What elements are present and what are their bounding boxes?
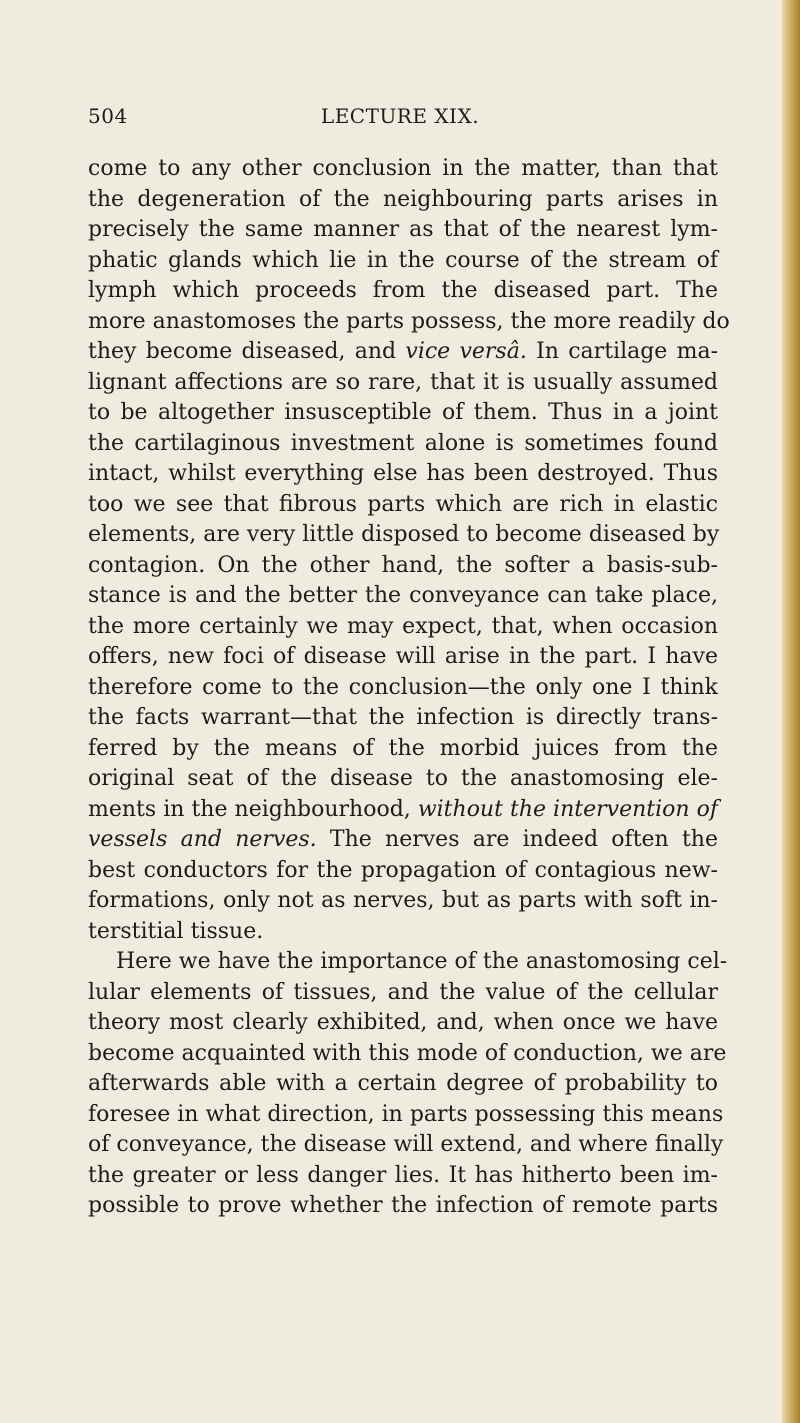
text-span: lignant affections are so rare, that it is usually assumed [88,369,718,395]
text-span: too we see that fibrous parts which are rich in elastic [88,491,718,517]
text-line [88,673,718,704]
text-line [88,764,718,795]
text-line [88,1130,724,1161]
text-span: phatic glands which lie in the course of the stream of [88,247,718,273]
text-span: offers, new foci of disease will arise in the part. I have [88,644,718,669]
text-line [88,581,718,612]
text-span: elements, are very little disposed to become diseased by [88,522,720,547]
text-line [88,825,718,856]
text-line [88,703,718,734]
page-edge-binding [782,0,800,1423]
italic-text: vice versâ. [405,339,527,364]
page-header [88,104,712,136]
text-line [88,642,718,673]
text-line [88,246,718,277]
running-head: LECTURE XIX. [320,104,480,128]
text-line [88,734,718,765]
text-span: become acquainted with this mode of conduction, we are [88,1040,727,1066]
text-line [88,154,718,185]
text-line [88,1039,727,1070]
text-line [88,612,718,643]
text-line [88,520,718,551]
text-span: the greater or less danger lies. It has hitherto been im- [88,1162,718,1188]
text-span: terstitial tissue. [88,918,264,944]
text-line [88,398,718,429]
text-span: to be altogether insusceptible of them. Thus in a joint [88,400,718,425]
text-line [88,917,718,948]
italic-text: without the intervention of [417,796,718,822]
text-span: Here we have the importance of the anastomosing cel- [116,949,728,974]
text-span: the facts warrant—that the infection is directly trans- [88,705,718,730]
text-line [88,215,718,246]
body-text [88,154,730,1222]
text-span: lymph which proceeds from the diseased part. The [88,278,718,303]
text-span: foresee in what direction, in parts possessing this means [88,1101,724,1127]
text-line [88,1100,724,1131]
text-line [88,795,718,826]
text-span: stance is and the better the conveyance can take place, [88,583,718,608]
text-line [88,1161,718,1192]
text-line [88,429,718,460]
text-line [88,856,718,887]
text-line [88,459,718,490]
text-span: ments in the neighbourhood, [88,796,418,822]
text-span: the more certainly we may expect, that, when occasion [88,613,718,639]
text-span: the cartilaginous investment alone is sometimes found [88,430,718,456]
page-number: 504 [88,104,128,128]
text-line [88,185,718,216]
text-span: lular elements of tissues, and the value of the cellular [88,979,718,1005]
text-span: possible to prove whether the infection of remote parts [88,1193,718,1218]
text-span: In cartilage ma- [526,339,719,364]
text-line [88,886,718,917]
text-span: formations, only not as nerves, but as parts with soft in- [88,888,718,913]
text-span: therefore come to the conclusion—the only one I think [88,674,718,700]
italic-text: vessels and nerves. [88,827,317,852]
text-line [88,337,718,368]
text-line [88,1069,718,1100]
text-span: contagion. On the other hand, the softer a basis-sub- [88,552,718,578]
text-line [88,978,718,1009]
text-span: of conveyance, the disease will extend, and where finally [88,1132,724,1157]
text-span: more anastomoses the parts possess, the more readily do [88,308,730,334]
text-span: precisely the same manner as that of the nearest lym- [88,217,718,242]
text-span: The nerves are indeed often the [316,827,718,852]
text-line [88,276,718,307]
text-span: the degeneration of the neighbouring parts arises in [88,186,718,212]
text-span: original seat of the disease to the anastomosing ele- [88,766,718,791]
text-line [88,1008,718,1039]
text-line [88,490,718,521]
text-line [88,1191,718,1222]
text-span: intact, whilst everything else has been destroyed. Thus [88,461,718,486]
text-line [88,307,730,338]
text-span: come to any other conclusion in the matter, than that [88,156,718,181]
text-span: they become diseased, and [88,339,406,364]
text-span: theory most clearly exhibited, and, when once we have [88,1010,718,1035]
text-span: best conductors for the propagation of contagious new- [88,857,718,883]
text-line [88,947,728,978]
text-line [88,551,718,582]
text-span: afterwards able with a certain degree of probability to [88,1071,718,1096]
text-span: ferred by the means of the morbid juices from the [88,735,718,761]
text-line [88,368,718,399]
